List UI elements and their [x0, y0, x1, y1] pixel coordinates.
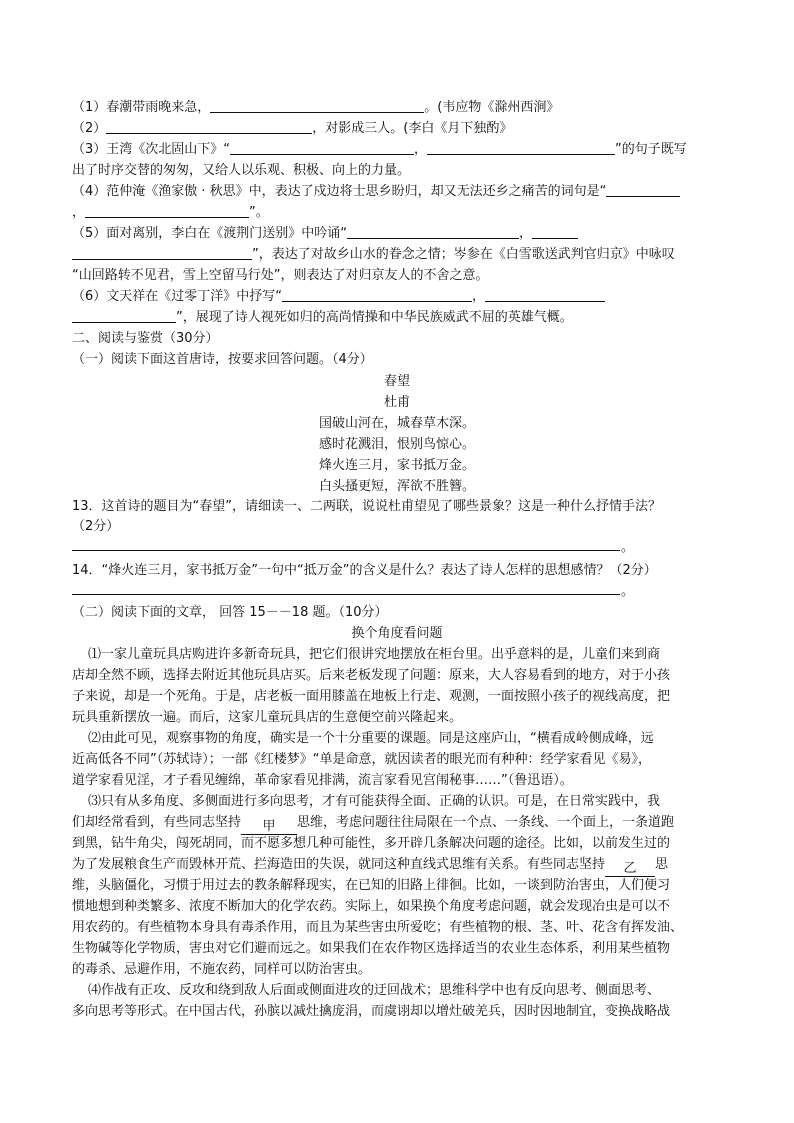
poem-title: 春望	[383, 374, 410, 389]
question-2: （2） ，对影成三人。(李白《月下独酌》	[72, 121, 513, 136]
poem-author: 杜甫	[383, 395, 410, 410]
article-line: 店却全然不顾，选择去附近其他玩具店买。后来老板发现了问题：原来，大人容易看到的地方，对于小孩	[72, 668, 671, 683]
question-3-line2: 出了时序交替的匆匆，又给人以乐观、积极、向上的力量。	[72, 163, 411, 178]
blank-jia[interactable]: 甲	[241, 817, 297, 835]
article-line: 到黑，钻牛角尖，闯死胡同，而不愿多想几种可能性，多开辟几条解决问题的途径。比如，以前发生过的	[72, 836, 671, 851]
answer-blank-5b[interactable]	[532, 224, 578, 239]
blank-yi[interactable]: 乙	[605, 859, 655, 877]
article-line: ⑷作战有正攻、反攻和绕到敌人后面或侧面进攻的迂回战术；思维科学中也有反向思考、侧面思考、	[88, 983, 661, 998]
poem-line: 国破山河在，城春草木深。	[318, 416, 475, 431]
answer-line-13[interactable]	[72, 550, 620, 551]
part-2-title: （二）阅读下面的文章， 回答 15－－18 题。（10分）	[72, 605, 388, 620]
article-line: 的毒杀、忌避作用，不施农药，同样可以防治害虫。	[72, 962, 372, 977]
article-line: ⑵由此可见，观察事物的角度，确实是一个十分重要的课题。同是这座庐山，“横看成岭侧成峰，远	[88, 731, 654, 746]
article-line: 多向思考等形式。在中国古代，孙膑以减灶擒庞涓，而虞诩却以增灶破羌兵，因时因地制宜，变换战略战	[72, 1004, 671, 1019]
article-line: 们却经常看到，有些同志坚持 甲 思维，考虑问题往往局限在一个点、一条线、一个面上，一条道跑	[72, 815, 675, 834]
question-14: 14．“烽火连三月，家书抵万金”一句中“抵万金”的含义是什么？表达了诗人怎样的思想感情？（2分）	[72, 563, 657, 578]
answer-blank-5c[interactable]	[72, 245, 252, 260]
poem-line: 白头搔更短，浑欲不胜簪。	[318, 479, 475, 494]
article-title: 换个角度看问题	[351, 626, 443, 641]
answer-line-13-end: 。	[621, 540, 635, 555]
question-1: （1）春潮带雨晚来急， 。(韦应物《滁州西涧》	[72, 100, 560, 115]
question-13-score: （2分）	[72, 519, 120, 534]
answer-line-14-end: 。	[621, 584, 635, 599]
question-5: （5）面对离别，李白在《渡荆门送别》中吟诵“ ，	[72, 224, 578, 244]
article-line: 子来说，却是一个死角。于是，店老板一面用膝盖在地板上行走、观测，一面按照小孩子的视线高度，把	[72, 689, 671, 704]
question-4: （4）范仲淹《渔家傲 · 秋思》中，表达了戍边将士思乡盼归，却又无法还乡之痛苦的词句是“	[72, 182, 680, 202]
article-line: 生物碱等化学物质，害虫对它们避而远之。如果我们在农作物区选择适当的农业生态体系，利用某些植物	[72, 941, 671, 956]
article-line: 玩具重新摆放一遍。而后，这家儿童玩具店的生意便空前兴隆起来。	[72, 710, 463, 725]
poem-line: 烽火连三月，家书抵万金。	[318, 458, 475, 473]
article-line: 用农药的。有些植物本身具有毒杀作用，而且为某些害虫所爱吃；有些植物的根、茎、叶、花含有挥发油、	[72, 920, 684, 935]
question-3: （3）王湾《次北固山下》“ ， ”的句子既写	[72, 142, 687, 157]
answer-blank-6b[interactable]	[485, 287, 605, 302]
part-1-title: （一）阅读下面这首唐诗，按要求回答问题。（4分）	[72, 352, 373, 367]
article-line: 为了发展粮食生产而毁林开荒、拦海造田的失误，就同这种直线式思维有关系。有些同志坚持 乙 思	[72, 857, 669, 876]
question-5-line3: “山回路转不见君，雪上空留马行处”，则表达了对归京友人的不舍之意。	[72, 268, 489, 283]
article-line: 近高低各不同”（苏轼诗）；一部《红楼梦》“单是命意，就因读者的眼光而有种种：经学家看见《易》，	[72, 752, 651, 767]
article-line: ⑶只有从多角度、多侧面进行多向思考，才有可能获得全面、正确的认识。可是，在日常实践中，我	[88, 794, 661, 809]
answer-blank-3b[interactable]	[427, 140, 615, 155]
question-6: （6）文天祥在《过零丁洋》中抒写“ ，	[72, 287, 605, 307]
article-line: ⑴一家儿童玩具店购进许多新奇玩具，把它们很讲究地摆放在柜台里。出乎意料的是，儿童们来到商	[88, 647, 661, 662]
question-5-line2: ”，表达了对故乡山水的眷念之情；岑参在《白雪歌送武判官归京》中咏叹	[72, 245, 675, 265]
answer-blank-5a[interactable]	[347, 224, 519, 239]
answer-blank-4a[interactable]	[606, 182, 680, 197]
article-line: 道学家看见淫，才子看见缠绵，革命家看见排满，流言家看见宫闱秘事……”（鲁迅语）。	[72, 773, 573, 788]
answer-blank-4b[interactable]	[85, 203, 249, 218]
poem-line: 感时花溅泪，恨别鸟惊心。	[318, 437, 475, 452]
question-4-line2: ， ”。	[72, 205, 269, 220]
answer-blank-6c[interactable]	[72, 308, 176, 323]
answer-line-14[interactable]	[72, 594, 620, 595]
question-13: 13．这首诗的题目为“春望”，请细读一、二两联，说说杜甫望见了哪些景象？这是一种什么抒情手法？	[72, 499, 662, 514]
section-2-title: 二、阅读与鉴赏（30分）	[72, 331, 219, 346]
article-line: 维，头脑僵化，习惯于用过去的教条解释现实，在已知的旧路上徘徊。比如，一谈到防治害虫，人们便习	[72, 878, 671, 893]
answer-blank-1[interactable]	[210, 98, 424, 113]
question-6-line2: ”，展现了诗人视死如归的高尚情操和中华民族威武不屈的英雄气概。	[72, 308, 573, 328]
answer-blank-6a[interactable]	[282, 287, 472, 302]
answer-blank-2[interactable]	[106, 119, 312, 134]
answer-blank-3a[interactable]	[230, 140, 414, 155]
article-line: 惯地想到种类繁多、浓度不断加大的化学农药。实际上，如果换个角度考虑问题，就会发现冶虫是可以不	[72, 899, 671, 914]
